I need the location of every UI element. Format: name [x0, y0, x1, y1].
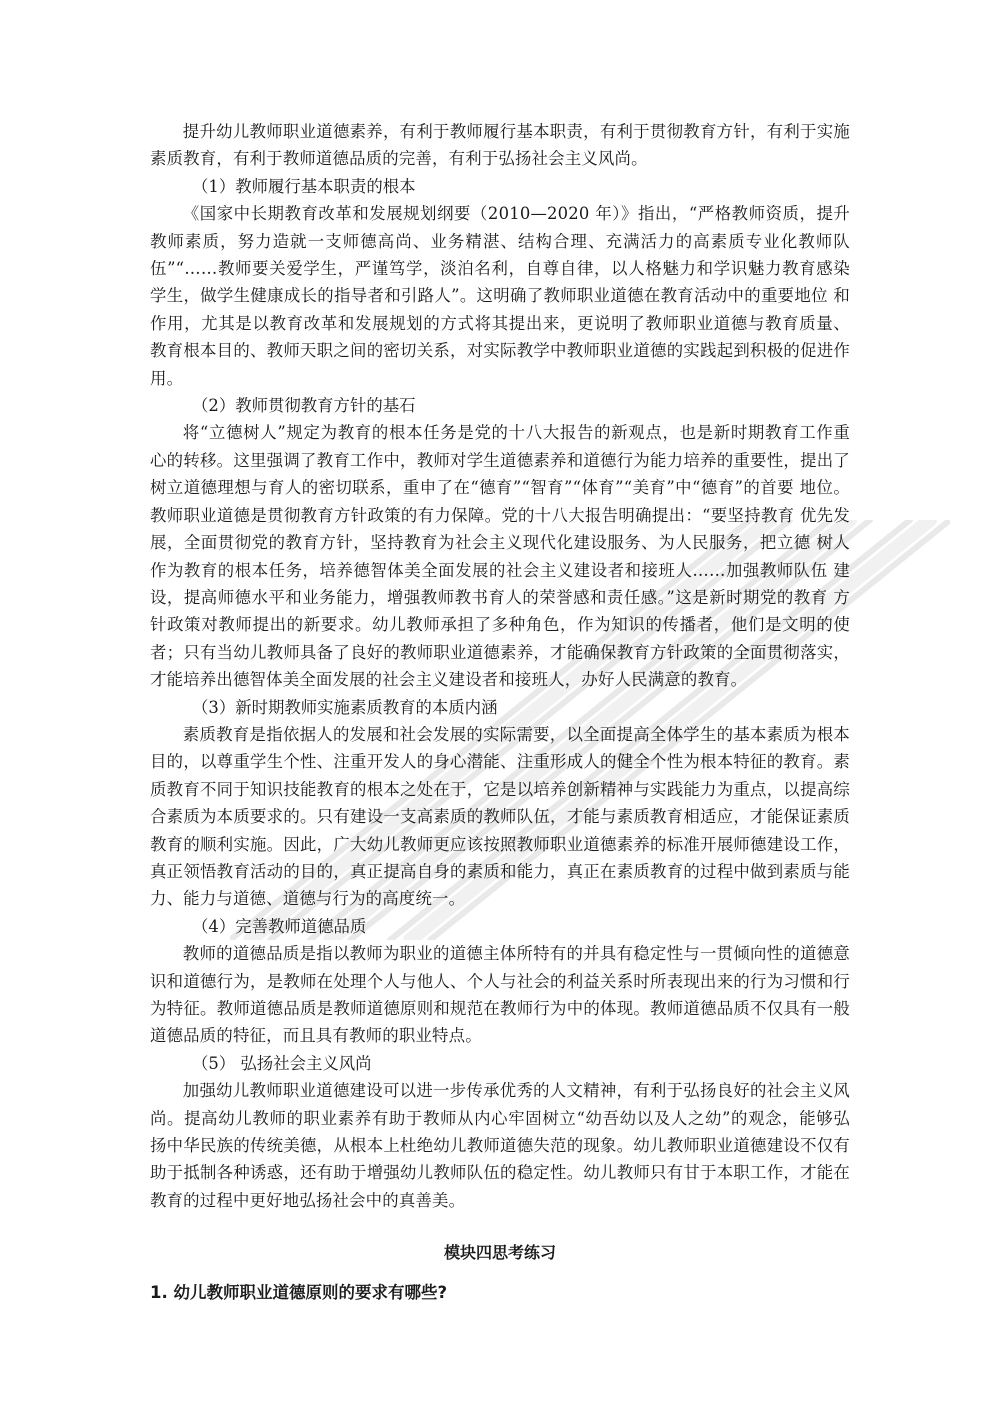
module-title: 模块四思考练习	[443, 1243, 556, 1263]
section-2-heading: （2）教师贯彻教育方针的基石	[192, 396, 416, 416]
section-3-heading: （3）新时期教师实施素质教育的本质内涵	[192, 697, 498, 717]
intro-paragraph: 提升幼儿教师职业道德素养，有利于教师履行基本职责，有利于贯彻教育方针，有利于实施 素质教育，有利于教师道德品质的完善，有利于弘扬社会主义风尚。	[150, 122, 850, 169]
section-4-body: 教师的道德品质是指以教师为职业的道德主体所特有的并具有稳定性与一贯倾向性的道德意识和道德行为，是教师在处理个人与他人、个人与社会的利益关系时所表现出来的行为习惯和行 为特征。教师道德品质是教师道德原则和规范在教师行为中的体现。教师道德品质不仅具有一般道德品质的特征，而且具有教师的职业特点。	[150, 944, 850, 1046]
section-5-heading: （5） 弘扬社会主义风尚	[192, 1053, 372, 1073]
section-4-heading: （4）完善教师道德品质	[192, 916, 367, 936]
section-5-body: 加强幼儿教师职业道德建设可以进一步传承优秀的人文精神，有利于弘扬良好的社会主义风尚。提高幼儿教师的职业素养有助于教师从内心牢固树立“幼吾幼以及人之幼”的观念，能够弘 扬中华民族的传统美德，从根本上杜绝幼儿教师道德失范的现象。幼儿教师职业道德建设不仅有 助于抵制各种诱惑，还有助于增强幼儿教师队伍的稳定性。幼儿教师只有甘于本职工作，才能在教育的过程中更好地弘扬社会中的真善美。	[150, 1081, 850, 1210]
section-1-body: 《国家中长期教育改革和发展规划纲要（2010—2020 年）》指出，“严格教师资质，提升 教师素质，努力造就一支师德高尚、业务精湛、结构合理、充满活力的高素质专业化教师队 伍”“……教师要关爱学生，严谨笃学，淡泊名利，自尊自律，以人格魅力和学识魅力教育感染 学生，做学生健康成长的指导者和引路人”。这明确了教师职业道德在教育活动中的重要地位 和作用，尤其是以教育改革和发展规划的方式将其提出来，更说明了教师职业道德与教育质量、 教育根本目的、教师天职之间的密切关系，对实际教学中教师职业道德的实践起到积极的促进作用。	[150, 204, 850, 388]
section-2-body: 将“立德树人”规定为教育的根本任务是党的十八大报告的新观点，也是新时期教育工作重 心的转移。这里强调了教育工作中，教师对学生道德素养和道德行为能力培养的重要性，提出了树立道德理想与育人的密切联系，重申了在“德育”“智育”“体育”“美育”中“德育”的首要 地位。教师职业道德是贯彻教育方针政策的有力保障。党的十八大报告明确提出：“要坚持教育 优先发展，全面贯彻党的教育方针，坚持教育为社会主义现代化建设服务、为人民服务，把立德 树人作为教育的根本任务，培养德智体美全面发展的社会主义建设者和接班人……加强教师队伍 建设，提高师德水平和业务能力，增强教师教书育人的荣誉感和责任感。”这是新时期党的教育 方针政策对教师提出的新要求。幼儿教师承担了多种角色，作为知识的传播者，他们是文明的使者；只有当幼儿教师具备了良好的教师职业道德素养，才能确保教育方针政策的全面贯彻落实，才能培养出德智体美全面发展的社会主义建设者和接班人，办好人民满意的教育。	[150, 423, 850, 690]
document-page	[150, 118, 850, 1306]
question-1: 1. 幼儿教师职业道德原则的要求有哪些?	[150, 1283, 448, 1303]
section-3-body: 素质教育是指依据人的发展和社会发展的实际需要，以全面提高全体学生的基本素质为根本目的，以尊重学生个性、注重开发人的身心潜能、注重形成人的健全个性为根本特征的教育。素质教育不同于知识技能教育的根本之处在于，它是以培养创新精神与实践能力为重点，以提高综合素质为本质要求的。只有建设一支高素质的教师队伍，才能与素质教育相适应，才能保证素质 教育的顺利实施。因此，广大幼儿教师更应该按照教师职业道德素养的标准开展师德建设工作， 真正领悟教育活动的目的，真正提高自身的素质和能力，真正在素质教育的过程中做到素质与能 力、能力与道德、道德与行为的高度统一。	[150, 724, 850, 909]
section-1-heading: （1）教师履行基本职责的根本	[192, 176, 416, 196]
